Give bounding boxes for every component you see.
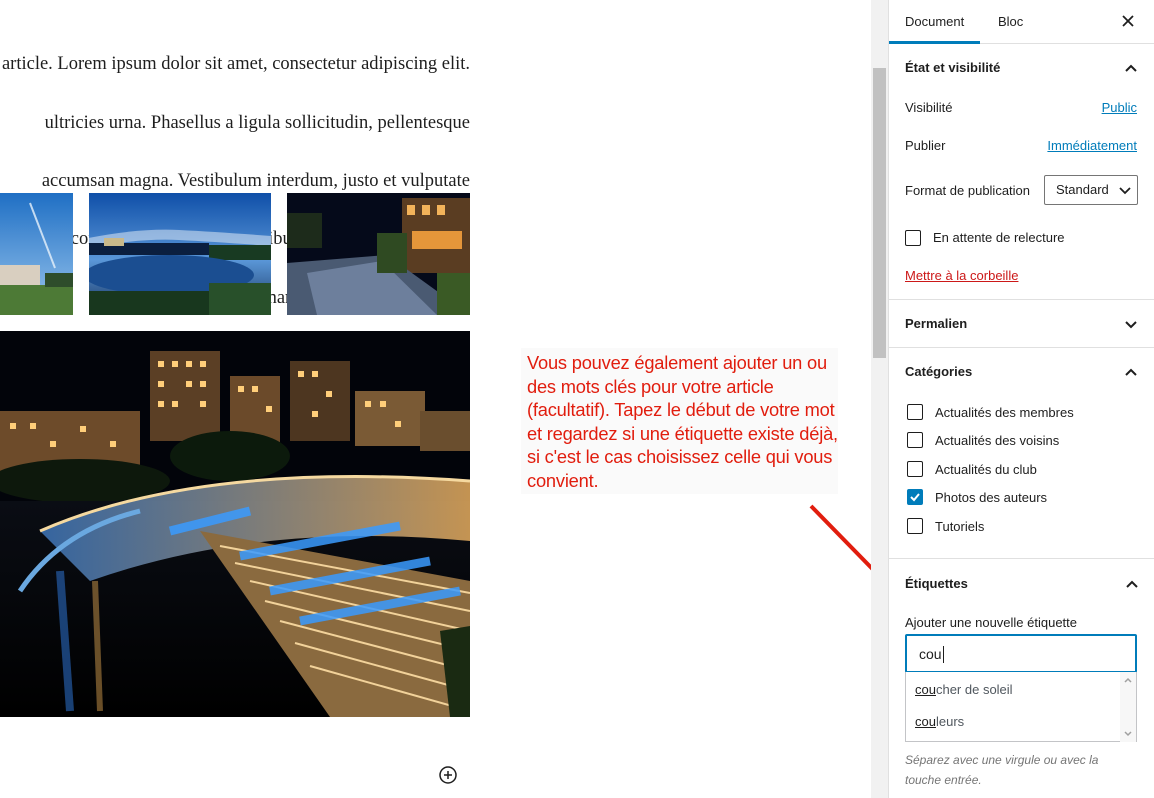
panel-status-header[interactable] (889, 44, 1154, 92)
paragraph-line: ultricies urna. Phasellus a ligula sollicitudin, pellentesque (44, 112, 470, 133)
suggestion-match: cou (915, 714, 936, 729)
add-tag-label: Ajouter une nouvelle étiquette (905, 615, 1078, 630)
editor-scrollbar-thumb[interactable] (873, 68, 886, 358)
chevron-up-icon (1125, 577, 1139, 591)
category-label: Tutoriels (935, 519, 985, 534)
chevron-up-icon (1124, 61, 1138, 75)
category-label: Actualités des voisins (935, 433, 1060, 448)
panel-title: Permalien (905, 316, 968, 331)
gallery-image-2[interactable] (89, 193, 271, 315)
panel-categories (889, 348, 1154, 559)
publish-date-link[interactable]: Immédiatement (1047, 138, 1137, 153)
panel-permalink (889, 300, 1154, 348)
chevron-down-icon (1119, 184, 1131, 196)
visibility-label: Visibilité (905, 100, 953, 115)
tag-suggestion-item[interactable] (915, 714, 964, 729)
category-checkbox-1[interactable] (907, 432, 923, 448)
panel-categories-header[interactable] (889, 348, 1154, 396)
paragraph-line: accumsan magna. Vestibulum interdum, justo et vulputate (41, 171, 470, 192)
move-to-trash-link[interactable]: Mettre à la corbeille (905, 268, 1019, 283)
panel-title: Étiquettes (905, 576, 968, 591)
panel-permalink-header[interactable] (889, 300, 1154, 348)
tag-suggestion-item[interactable] (915, 682, 1013, 697)
paragraph-line: article. Lorem ipsum dolor sit amet, consectetur adipiscing elit. (1, 54, 470, 75)
panel-title: Catégories (905, 364, 973, 379)
format-select[interactable] (1044, 175, 1138, 205)
gallery-image-1[interactable] (0, 193, 73, 315)
bridge-photo[interactable] (0, 331, 470, 717)
category-checkbox-3[interactable] (907, 489, 923, 505)
panel-title: État et visibilité (905, 60, 1001, 75)
checkmark-icon (909, 491, 921, 503)
settings-sidebar (888, 0, 1154, 798)
format-label: Format de publication (905, 183, 1031, 198)
text-caret (943, 646, 944, 663)
panel-status-visibility (889, 44, 1154, 300)
tag-input-value: cou (919, 646, 942, 662)
chevron-down-icon (1124, 317, 1138, 331)
paragraph-line: nam (267, 287, 300, 308)
publish-label: Publier (905, 138, 946, 153)
category-checkbox-0[interactable] (907, 404, 923, 420)
gallery-image-3[interactable] (287, 193, 470, 315)
visibility-link[interactable]: Public (1101, 100, 1137, 115)
suggestions-scrollbar[interactable] (1120, 672, 1136, 742)
tag-hint: Séparez avec une virgule ou avec la touche entrée. (905, 753, 1099, 787)
pending-review-label: En attente de relecture (933, 230, 1065, 245)
add-block-icon[interactable] (438, 765, 458, 785)
pending-review-checkbox[interactable] (905, 230, 921, 246)
category-checkbox-2[interactable] (907, 461, 923, 477)
panel-tags-header[interactable] (889, 560, 1154, 608)
suggestion-rest: leurs (935, 714, 965, 729)
tab-block[interactable]: Bloc (998, 14, 1024, 29)
chevron-up-icon (1124, 365, 1138, 379)
category-label: Actualités des membres (935, 405, 1074, 420)
format-select-value: Standard (1056, 182, 1109, 197)
paragraph-line: vestibulum (238, 229, 321, 250)
category-label: Photos des auteurs (935, 490, 1048, 505)
category-checkbox-4[interactable] (907, 518, 923, 534)
tag-input[interactable] (905, 634, 1137, 673)
tag-suggestions (905, 672, 1137, 742)
sidebar-tabs (889, 0, 1154, 44)
suggestion-rest: cher de soleil (935, 682, 1013, 697)
close-icon[interactable] (1120, 13, 1136, 29)
suggestion-match: cou (915, 682, 936, 697)
tab-document[interactable]: Document (905, 0, 964, 44)
category-label: Actualités du club (935, 462, 1037, 477)
annotation-text: Vous pouvez également ajouter un ou des mots clés pour votre article (facultatif). Tapez le début de votre mot et regardez si une étiquette existe déjà, si c'est le cas choisissez celle qui vous convient. (527, 352, 838, 491)
